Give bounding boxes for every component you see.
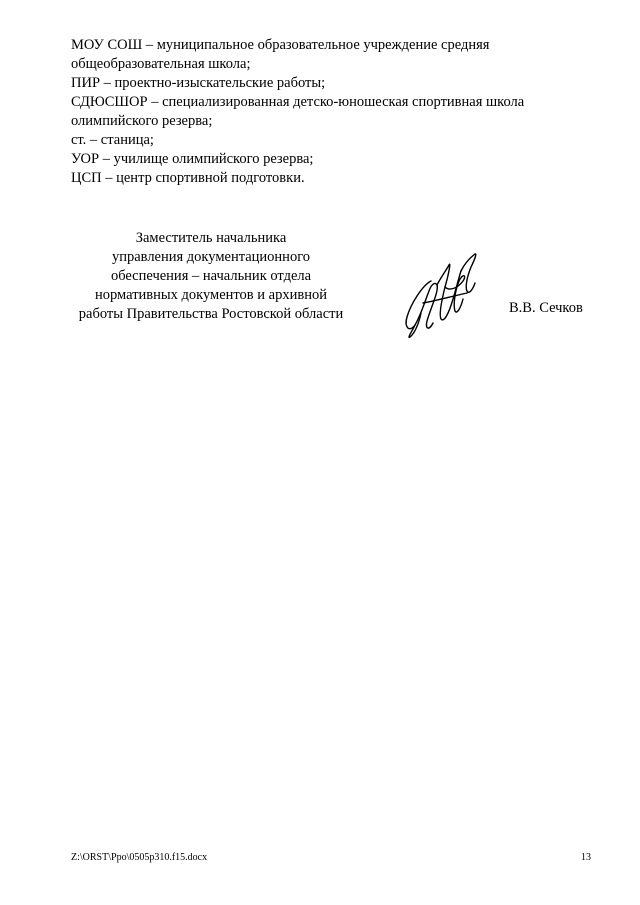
handwritten-signature <box>401 251 481 341</box>
abbreviation-line: ЦСП – центр спортивной подготовки. <box>71 170 305 186</box>
footer-file-path: Z:\ORST\Ppo\0505p310.f15.docx <box>71 852 208 863</box>
signer-title-line: управления документационного <box>111 249 311 265</box>
abbreviation-line: УОР – училище олимпийского резерва; <box>71 151 314 167</box>
abbreviation-line: олимпийского резерва; <box>71 113 213 129</box>
signer-title-line: Заместитель начальника <box>135 230 287 246</box>
signature-block <box>71 229 591 339</box>
abbreviation-line: МОУ СОШ – муниципальное образовательное учреждение средняя <box>71 37 490 53</box>
signer-title-line: нормативных документов и архивной <box>95 287 327 303</box>
abbreviation-line: СДЮСШОР – специализированная детско-юношеская спортивная школа <box>71 94 525 110</box>
signer-title <box>71 229 351 324</box>
abbreviation-line: ст. – станица; <box>71 132 154 148</box>
signer-title-line: обеспечения – начальник отдела <box>110 268 312 284</box>
signer-title-line: работы Правительства Ростовской области <box>78 306 344 322</box>
abbreviations-list <box>71 36 591 188</box>
signer-name: В.В. Сечков <box>509 300 583 316</box>
page-number: 13 <box>581 852 591 863</box>
abbreviation-line: общеобразовательная школа; <box>71 56 251 72</box>
abbreviation-line: ПИР – проектно-изыскательские работы; <box>71 75 326 91</box>
